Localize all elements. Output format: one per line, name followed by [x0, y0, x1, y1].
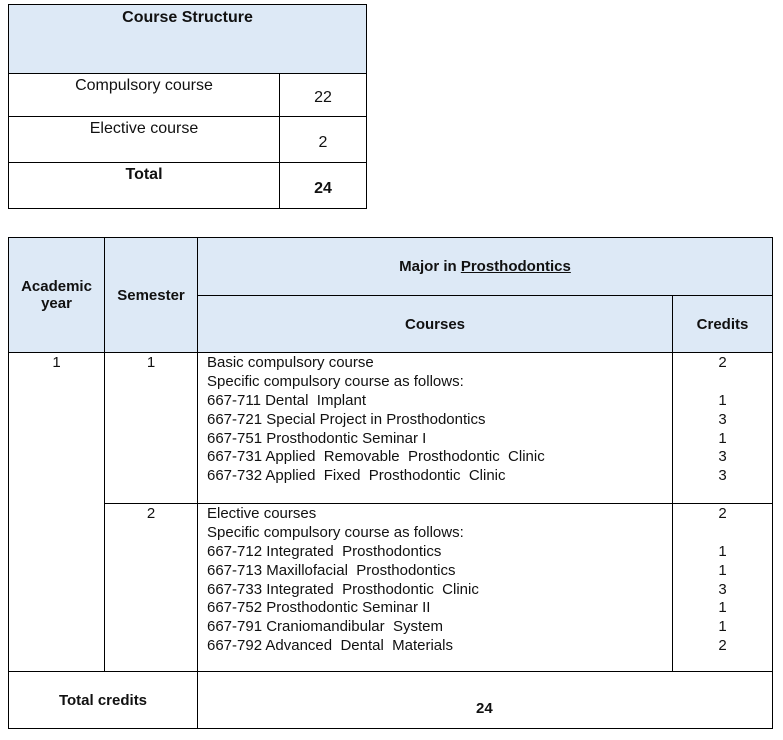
academic-year-header: Academic year — [9, 238, 105, 353]
elective-value: 2 — [280, 117, 367, 163]
list-item: Basic compulsory course — [207, 354, 374, 371]
credit-value: 1 — [718, 561, 727, 579]
list-item: 667-731 Applied Removable Prosthodontic Clinic — [207, 448, 545, 466]
list-item: 667-732 Applied Fixed Prosthodontic Clinic — [207, 467, 506, 485]
courses-header: Courses — [198, 296, 673, 353]
total-credits-row — [9, 672, 773, 729]
semester-2-number: 2 — [105, 504, 198, 672]
credit-value: 1 — [718, 429, 727, 447]
list-item: 667-751 Prosthodontic Seminar I — [207, 429, 427, 447]
list-item: 667-791 Craniomandibular System — [207, 618, 443, 636]
compulsory-label: Compulsory course — [9, 74, 280, 117]
credit-value: 2 — [718, 354, 727, 371]
semester-2-row — [9, 504, 773, 672]
list-item: 667-711 Dental Implant — [207, 391, 366, 409]
semester-1-number: 1 — [105, 353, 198, 504]
semester-2-courses — [198, 504, 673, 672]
study-plan-table — [8, 237, 773, 729]
elective-label: Elective course — [9, 117, 280, 163]
credits-header: Credits — [673, 296, 773, 353]
major-prefix: Major in — [399, 258, 461, 275]
credit-value: 3 — [718, 410, 727, 428]
credit-value — [673, 524, 772, 543]
course-structure-title: Course Structure — [9, 5, 367, 74]
credit-value: 1 — [718, 599, 727, 617]
semester-1-courses — [198, 353, 673, 504]
credit-value: 3 — [718, 467, 727, 485]
total-credits-label: Total credits — [9, 672, 198, 729]
list-item: Specific compulsory course as follows: — [207, 523, 464, 541]
credit-value: 1 — [718, 391, 727, 409]
list-item: 667-712 Integrated Prosthodontics — [207, 542, 442, 560]
credit-value: 3 — [718, 580, 727, 598]
semester-1-row — [9, 353, 773, 504]
total-label: Total — [9, 163, 280, 209]
compulsory-value: 22 — [280, 74, 367, 117]
major-header — [198, 238, 773, 296]
list-item: 667-752 Prosthodontic Seminar II — [207, 599, 431, 617]
credit-value — [673, 373, 772, 392]
list-item: 667-713 Maxillofacial Prosthodontics — [207, 561, 456, 579]
list-item: Elective courses — [207, 505, 317, 522]
credit-value: 3 — [718, 448, 727, 466]
total-value: 24 — [280, 163, 367, 209]
credit-value: 1 — [718, 542, 727, 560]
credit-value: 1 — [718, 618, 727, 636]
list-item: Specific compulsory course as follows: — [207, 372, 464, 390]
list-item: 667-792 Advanced Dental Materials — [207, 637, 453, 655]
table-row — [9, 74, 367, 117]
course-structure-table — [8, 4, 367, 209]
credit-value: 2 — [718, 505, 727, 522]
list-item: 667-721 Special Project in Prosthodontics — [207, 410, 486, 428]
semester-2-credits — [673, 504, 773, 672]
table-row — [9, 117, 367, 163]
major-name: Prosthodontics — [460, 258, 571, 275]
semester-header: Semester — [105, 238, 198, 353]
total-credits-value: 24 — [198, 672, 773, 729]
table-row — [9, 163, 367, 209]
semester-1-credits — [673, 353, 773, 504]
list-item: 667-733 Integrated Prosthodontic Clinic — [207, 580, 479, 598]
academic-year-value: 1 — [9, 353, 105, 672]
credit-value: 2 — [718, 637, 727, 655]
